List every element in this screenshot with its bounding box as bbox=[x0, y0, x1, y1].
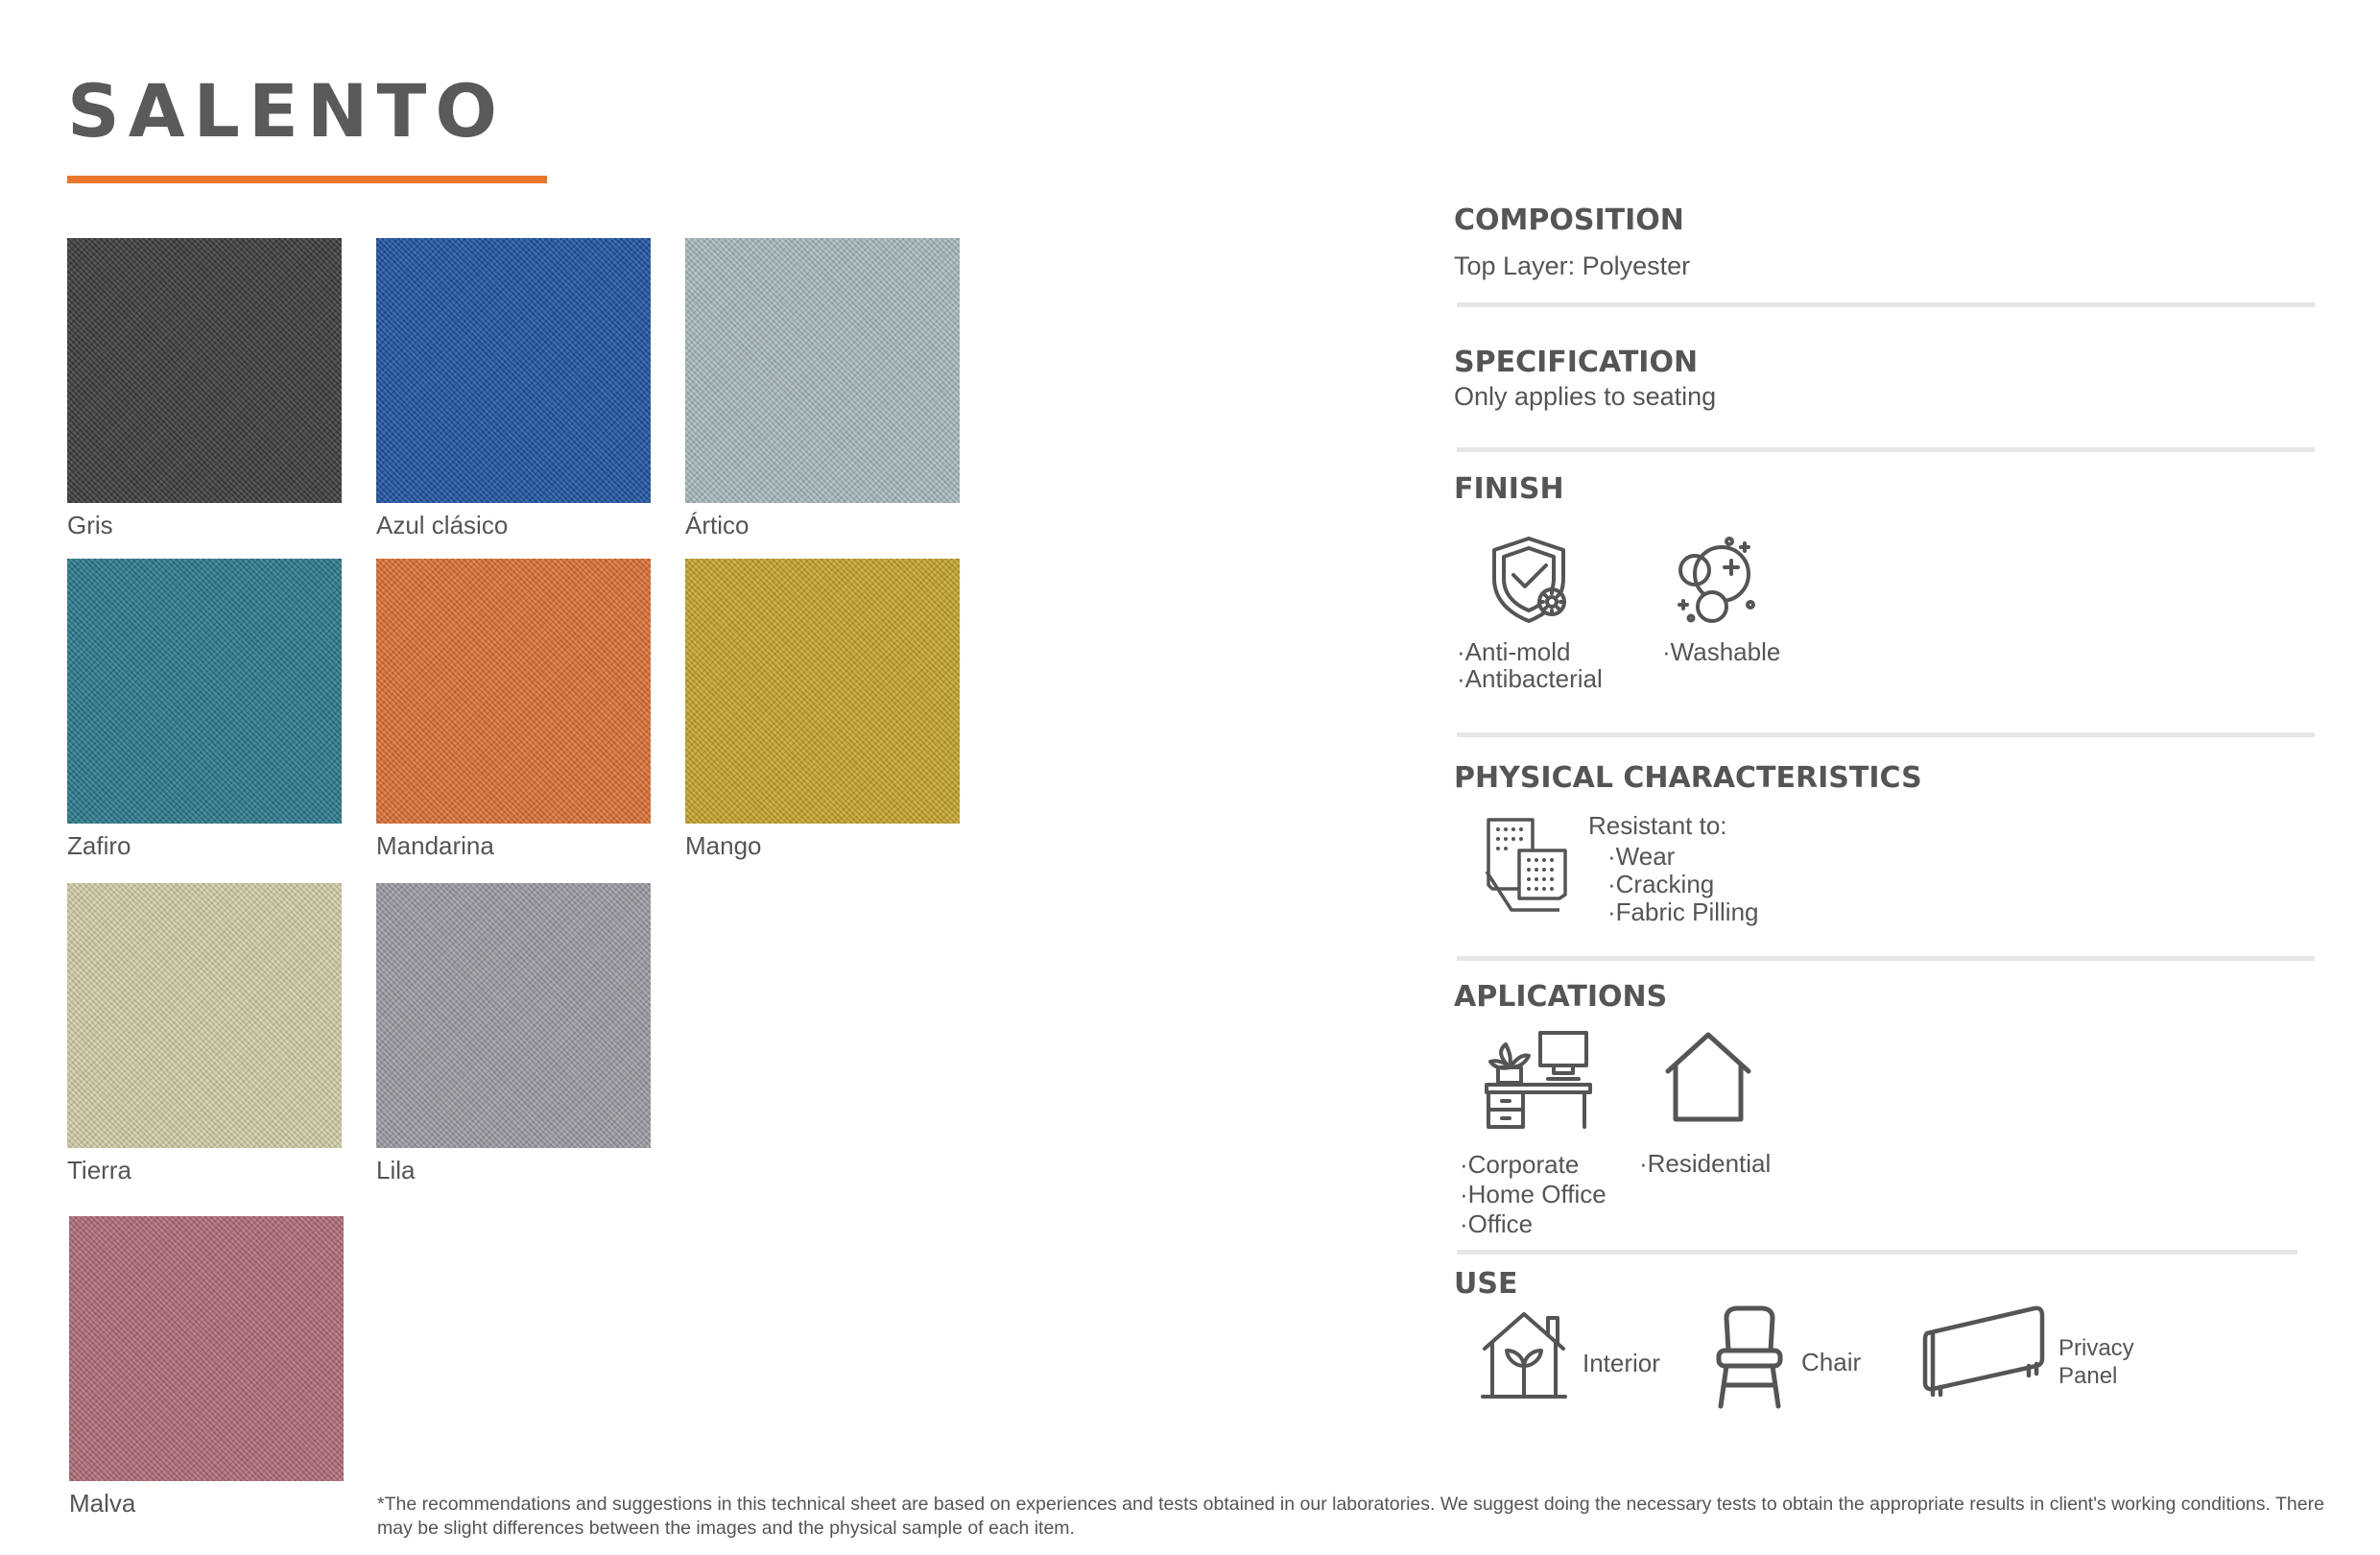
physical-list bbox=[1607, 843, 1759, 926]
desk-icon bbox=[1485, 1029, 1592, 1131]
privacy-panel-icon bbox=[1921, 1299, 2046, 1399]
swatch-tierra[interactable] bbox=[67, 883, 342, 1184]
swatch-malva[interactable] bbox=[69, 1216, 344, 1518]
swatch-color bbox=[685, 559, 960, 824]
footnote: *The recommendations and suggestions in this technical sheet are based on experiences and tests obtained in our laboratories. We suggest doing the necessary tests to obtain the appropriate results in client's working conditions. There may be slight differences between the images and the physical sample of each item. bbox=[377, 1494, 2324, 1539]
house-icon bbox=[1662, 1031, 1754, 1125]
divider bbox=[1457, 447, 2315, 452]
physical-item: ·Fabric Pilling bbox=[1607, 897, 1759, 926]
divider bbox=[1457, 1250, 2297, 1255]
swatch-label: Zafiro bbox=[67, 831, 131, 860]
swatch-label: Lila bbox=[376, 1156, 416, 1184]
swatch-mandarina[interactable] bbox=[376, 559, 651, 860]
finish-item-label bbox=[1662, 638, 1780, 665]
swatch-label: Mandarina bbox=[376, 831, 494, 860]
finish-title: FINISH bbox=[1454, 472, 1564, 506]
swatch-label: Mango bbox=[685, 831, 762, 860]
applications-line: ·Residential bbox=[1639, 1149, 1772, 1178]
physical-title: PHYSICAL CHARACTERISTICS bbox=[1454, 761, 1922, 795]
fabric-samples-icon bbox=[1483, 814, 1571, 916]
finish-item-label bbox=[1457, 638, 1603, 692]
swatch-zafiro[interactable] bbox=[67, 559, 342, 860]
swatch-color bbox=[376, 559, 651, 824]
physical-heading: Resistant to: bbox=[1588, 811, 1727, 840]
divider bbox=[1457, 732, 2315, 737]
specification-title: SPECIFICATION bbox=[1454, 346, 1699, 379]
applications-line: ·Home Office bbox=[1460, 1180, 1606, 1208]
interior-house-plant-icon bbox=[1481, 1310, 1567, 1402]
applications-item-label bbox=[1460, 1150, 1606, 1239]
applications-line: ·Office bbox=[1460, 1209, 1534, 1238]
composition-text: Top Layer: Polyester bbox=[1454, 251, 1691, 280]
use-label-line: Panel bbox=[2059, 1363, 2118, 1389]
page-title: SALENTO bbox=[67, 68, 506, 154]
washable-bubbles-icon bbox=[1670, 536, 1766, 628]
swatch-mango[interactable] bbox=[685, 559, 960, 860]
swatch-label: Malva bbox=[69, 1489, 136, 1518]
physical-item: ·Wear bbox=[1607, 842, 1676, 871]
chair-icon bbox=[1713, 1304, 1786, 1410]
swatch-label: Gris bbox=[67, 511, 113, 539]
divider bbox=[1457, 956, 2315, 961]
swatch-color bbox=[376, 883, 651, 1148]
applications-title: APLICATIONS bbox=[1454, 980, 1668, 1014]
swatch-label: Azul clásico bbox=[376, 511, 509, 539]
swatch-azul-clasico[interactable] bbox=[376, 238, 651, 539]
finish-line: ·Anti-mold bbox=[1457, 637, 1571, 666]
shield-check-icon bbox=[1490, 535, 1571, 625]
swatch-artico[interactable] bbox=[685, 238, 960, 539]
applications-item-label bbox=[1639, 1150, 1771, 1177]
swatch-color bbox=[67, 883, 342, 1148]
swatch-color bbox=[67, 559, 342, 824]
divider bbox=[1457, 302, 2315, 307]
finish-line: ·Antibacterial bbox=[1457, 664, 1603, 693]
title-underline bbox=[67, 176, 547, 183]
use-label-chair: Chair bbox=[1801, 1348, 1862, 1376]
swatch-label: Tierra bbox=[67, 1156, 131, 1184]
finish-line: ·Washable bbox=[1662, 637, 1781, 666]
use-label-interior: Interior bbox=[1583, 1349, 1660, 1377]
use-label-privacy-panel bbox=[2059, 1334, 2134, 1390]
swatch-lila[interactable] bbox=[376, 883, 651, 1184]
swatch-color bbox=[376, 238, 651, 503]
physical-item: ·Cracking bbox=[1607, 870, 1715, 898]
swatch-color bbox=[67, 238, 342, 503]
use-label-line: Privacy bbox=[2059, 1335, 2134, 1361]
specification-text: Only applies to seating bbox=[1454, 382, 1717, 411]
composition-title: COMPOSITION bbox=[1454, 203, 1684, 237]
swatch-gris[interactable] bbox=[67, 238, 342, 539]
swatch-color bbox=[685, 238, 960, 503]
swatch-color bbox=[69, 1216, 344, 1481]
swatch-label: Ártico bbox=[685, 511, 750, 539]
use-title: USE bbox=[1454, 1267, 1518, 1301]
applications-line: ·Corporate bbox=[1460, 1150, 1580, 1179]
